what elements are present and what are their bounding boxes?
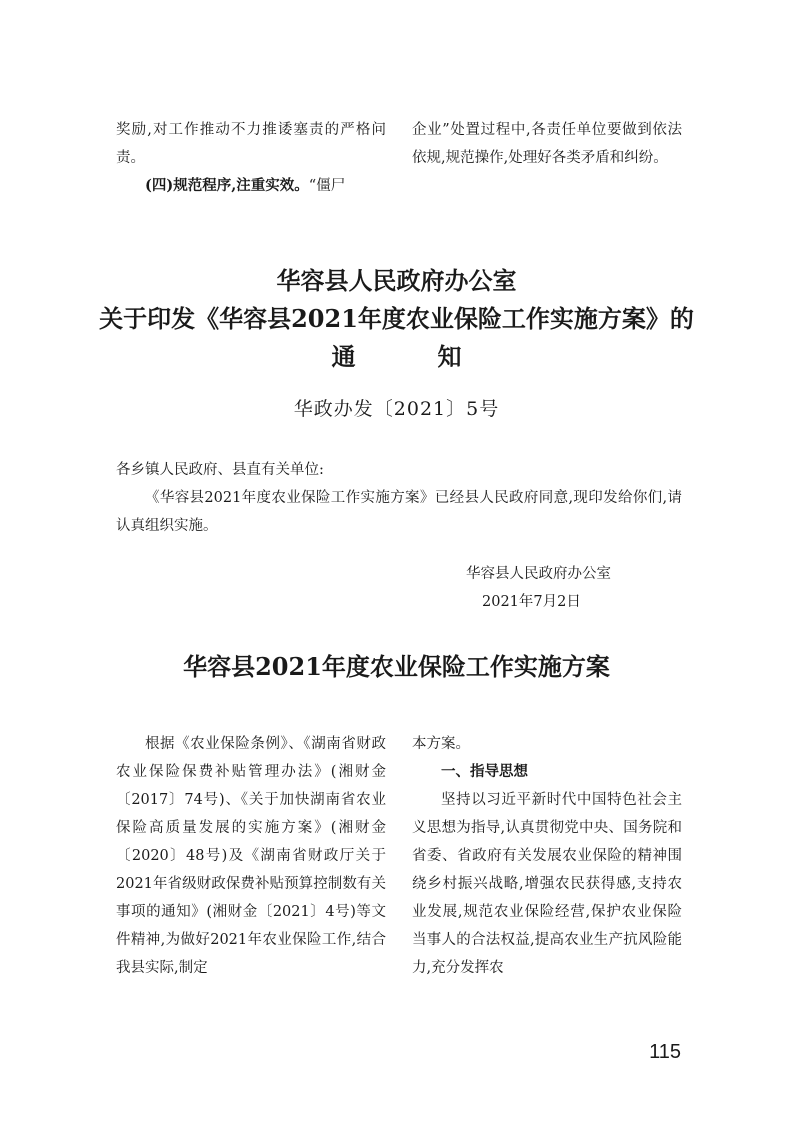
top-left-column — [116, 116, 386, 200]
notice-title-line3: 通知 — [331, 342, 544, 371]
notice-paragraph: 《华容县2021年度农业保险工作实施方案》已经县人民政府同意,现印发给你们,请认真组织实施。 — [116, 490, 682, 534]
section-four-heading: (四)规范程序,注重实效。 — [145, 177, 309, 194]
page-number: 115 — [649, 1041, 681, 1063]
section-four-paragraph — [116, 172, 386, 200]
document-number: 华政办发〔2021〕5号 — [293, 398, 500, 420]
notice-title — [0, 262, 793, 376]
plan-title: 华容县2021年度农业保险工作实施方案 — [183, 652, 610, 681]
notice-body — [116, 456, 682, 540]
top-right-paragraph: 企业”处置过程中,各责任单位要做到依法依规,规范操作,处理好各类矛盾和纠纷。 — [412, 122, 682, 166]
addressee: 各乡镇人民政府、县直有关单位: — [116, 462, 324, 478]
signature-date: 2021年7月2日 — [482, 594, 581, 610]
top-left-paragraph: 奖励,对工作推动不力推诿塞责的严格问责。 — [116, 122, 386, 166]
section-four-text: “僵尸 — [308, 178, 346, 194]
plan-intro-paragraph: 根据《农业保险条例》、《湖南省财政农业保险保费补贴管理办法》(湘财金〔2017〕74号)、《关于加快湖南省农业保险高质量发展的实施方案》(湘财金〔2020〕48号)及《湖南省财政厅关于2021年省级财政保费补贴预算控制数有关事项的通知》(湘财金〔2021〕4号)等文件精神,为做好2021年农业保险工作,结合我县实际,制定 — [116, 736, 386, 976]
signature-block — [466, 560, 611, 616]
section-one-heading: 一、指导思想 — [441, 764, 528, 780]
notice-title-line1: 华容县人民政府办公室 — [276, 266, 517, 295]
section-one-paragraph: 坚持以习近平新时代中国特色社会主义思想为指导,认真贯彻党中央、国务院和省委、省政府有关发展农业保险的精神围绕乡村振兴战略,增强农民获得感,支持农业发展,规范农业保险经营,保护农业保险当事人的合法权益,提高农业生产抗风险能力,充分发挥农 — [412, 792, 682, 976]
signature-org: 华容县人民政府办公室 — [466, 566, 611, 582]
top-right-column — [412, 116, 682, 172]
plan-right-column — [412, 730, 682, 982]
plan-left-column — [116, 730, 386, 982]
plan-intro-tail: 本方案。 — [412, 736, 470, 752]
notice-title-line2: 关于印发《华容县2021年度农业保险工作实施方案》的 — [99, 304, 694, 333]
